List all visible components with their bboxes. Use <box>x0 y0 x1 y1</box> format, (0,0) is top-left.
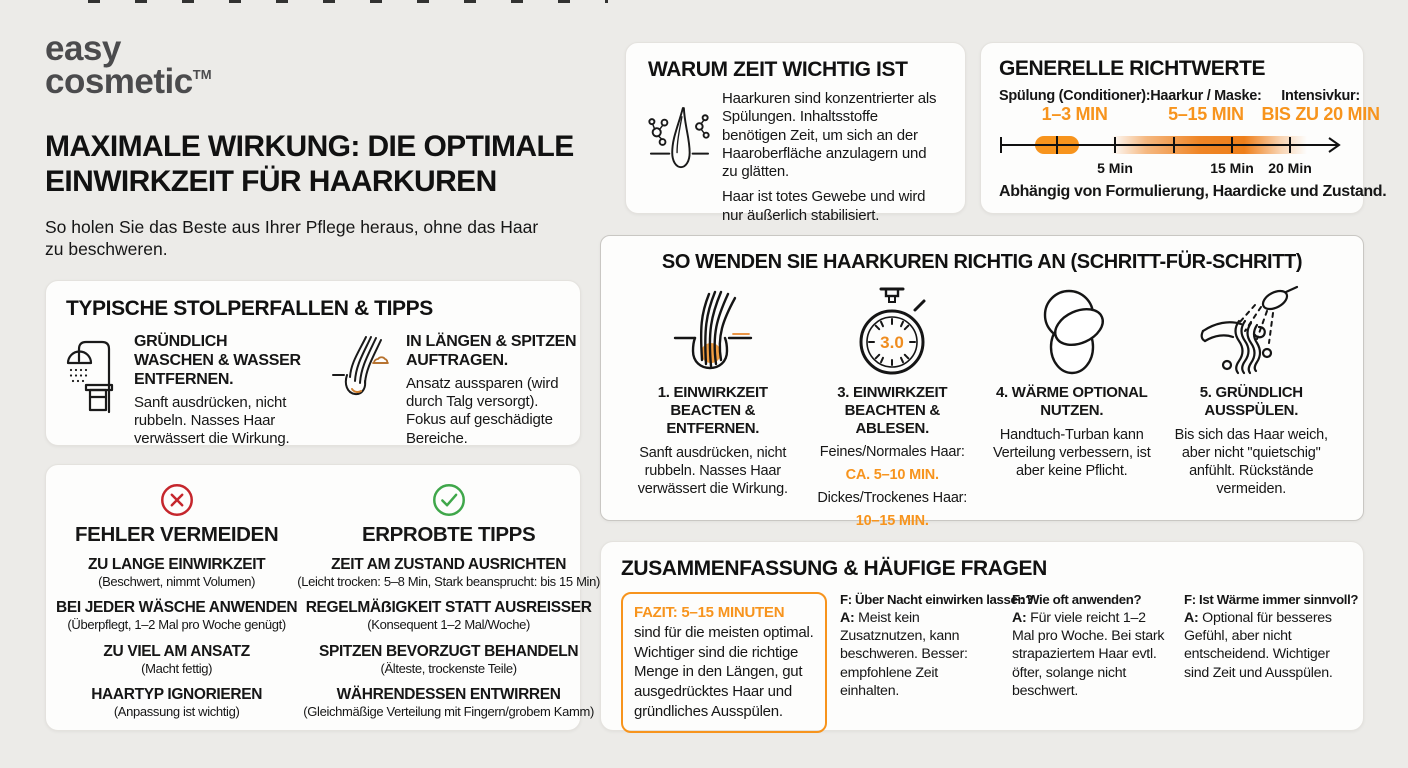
check-circle-icon <box>297 481 600 519</box>
fazit-box <box>621 592 827 733</box>
pitfall-tip-wash <box>66 333 306 449</box>
trademark-symbol: TM <box>192 67 212 83</box>
mistake-item: HAARTYP IGNORIEREN (Anpassung ist wichtig) <box>91 685 263 719</box>
step-body: Handtuch-Turban kann Verteilung verbessern, ist aber keine Pflicht. <box>992 427 1151 480</box>
summary-faq-card <box>600 541 1364 731</box>
step-4 <box>982 284 1162 531</box>
tip-item: SPITZEN BEVORZUGT BEHANDELN (Älteste, trockenste Teile) <box>319 642 579 676</box>
guidelines-footer: Abhängig von Formulierung, Haardicke und Zustand. <box>999 183 1387 200</box>
step-heading: 5. GRÜNDLICH AUSSPÜLEN. <box>1199 384 1303 419</box>
general-guidelines-card <box>980 42 1387 214</box>
mistakes-title: FEHLER VERMEIDEN <box>75 523 279 546</box>
step-heading: 4. WÄRME OPTIONAL NUTZEN. <box>995 384 1148 419</box>
mistake-item: ZU VIEL AM ANSATZ (Macht fettig) <box>103 642 250 676</box>
pitfall-tip-heading: GRÜNDLICH WASCHEN & WASSER ENTFERNEN. <box>134 333 301 388</box>
guideline-label: Spülung (Conditioner): <box>999 88 1151 104</box>
hair-type-label: Dickes/Trockenes Haar: <box>817 490 968 507</box>
pitfalls-card <box>45 280 581 446</box>
why-card-title: WARUM ZEIT WICHTIG IST <box>648 58 908 81</box>
step-by-step-card <box>600 235 1364 530</box>
mistake-item: ZU LANGE EINWIRKZEIT (Beschwert, nimmt Volumen) <box>88 556 266 589</box>
faq-answer: A: Meist kein Zusatznutzen, kann beschweren. Besser: empfohlene Zeit einhalten. <box>840 610 968 699</box>
towel-turban-icon <box>988 284 1156 380</box>
top-edge-artifact-strip <box>88 0 608 3</box>
pitfall-tip-body: Ansatz aussparen (wird durch Talg versorgt). Fokus auf geschädigte Bereiche. <box>406 374 559 447</box>
step-heading: 1. EINWIRKZEIT BEACTEN & ENTFERNEN. <box>657 384 768 437</box>
guideline-intensive <box>1262 88 1380 125</box>
hair-cream-icon <box>332 333 394 449</box>
time-value: 10–15 MIN. <box>855 513 929 530</box>
faq-warmth <box>1184 592 1359 733</box>
faq-frequency <box>1012 592 1171 733</box>
proven-tips-column <box>297 481 600 719</box>
fazit-lead: FAZIT: 5–15 MINUTEN <box>634 604 785 621</box>
guideline-value: 1–3 MIN <box>1041 104 1108 124</box>
step-heading: 3. EINWIRKZEIT BEACHTEN & ABLESEN. <box>837 384 948 437</box>
faq-question: F: Wie oft anwenden? <box>1012 592 1142 607</box>
tip-item: WÄHRENDESSEN ENTWIRREN (Gleichmäßige Verteilung mit Fingern/grobem Kamm) <box>303 685 594 719</box>
mistakes-column <box>56 481 298 719</box>
rinse-shower-icon <box>1168 284 1336 380</box>
brand-logo <box>45 29 212 102</box>
guideline-conditioner <box>999 88 1150 125</box>
tip-item: REGELMÄẞIGKEIT STATT AUSREISSER (Konsequent 1–2 Mal/Woche) <box>305 599 592 633</box>
pitfall-tip-heading: IN LÄNGEN & SPITZEN AUFTRAGEN. <box>406 333 577 369</box>
page-subtitle: So holen Sie das Beste aus Ihrer Pflege heraus, ohne das Haar zu beschweren. <box>45 217 539 259</box>
why-time-matters-card <box>625 42 966 224</box>
pitfalls-card-title: TYPISCHE STOLPERFALLEN & TIPPS <box>66 297 433 320</box>
fazit-rest: sind für die meisten optimal. Wichtiger sind die richtige Menge in den Längen, gut ausgedrücktes Haar und gründliches Ausspülen. <box>634 623 814 720</box>
follicle-molecules-icon <box>648 90 710 225</box>
hair-type-label: Feines/Normales Haar: <box>819 444 965 460</box>
mistake-item: BEI JEDER WÄSCHE ANWENDEN (Überpflegt, 1–2 Mal pro Woche genügt) <box>56 599 298 633</box>
faq-answer: A: Optional für besseres Gefühl, aber nicht entscheidend. Wichtiger sind Zeit und Ausspülen. <box>1184 610 1333 681</box>
brand-logo-line1: easy <box>45 29 121 68</box>
error-circle-icon <box>56 481 297 519</box>
steps-card-title: SO WENDEN SIE HAARKUREN RICHTIG AN (SCHRITT-FÜR-SCHRITT) <box>661 251 1303 273</box>
why-card-text <box>722 90 943 225</box>
guideline-value: BIS ZU 20 MIN <box>1261 104 1380 124</box>
shower-towel-icon <box>66 333 122 449</box>
step-body: Sanft ausdrücken, nicht rubbeln. Nasses Haar verwässert die Wirkung. <box>637 445 788 498</box>
faq-question: F: Ist Wärme immer sinnvoll? <box>1184 592 1359 607</box>
faq-overnight <box>840 592 1033 733</box>
tick-5min: 5 Min <box>1097 160 1133 176</box>
step-1 <box>623 284 803 531</box>
step-3 <box>803 284 983 531</box>
pitfall-tip-body: Sanft ausdrücken, nicht rubbeln. Nasses Haar verwässert die Wirkung. <box>134 393 290 448</box>
guidelines-card-title: GENERELLE RICHTWERTE <box>999 57 1266 80</box>
stopwatch-icon <box>809 284 977 380</box>
why-paragraph-2: Haar ist totes Gewebe und wird nur äußerlich stabilisiert. <box>722 188 926 224</box>
pitfall-tip-apply <box>332 333 578 449</box>
tip-item: ZEIT AM ZUSTAND AUSRICHTEN (Leicht trocken: 5–8 Min, Stark beansprucht: bis 15 Min) <box>297 556 600 589</box>
tick-15min: 15 Min <box>1210 160 1254 176</box>
brand-logo-line2: cosmetic™ <box>45 62 212 102</box>
page-title: MAXIMALE WIRKUNG: DIE OPTIMALE EINWIRKZEIT FÜR HAARKUREN <box>45 130 574 198</box>
step-5 <box>1162 284 1342 531</box>
time-axis <box>999 131 1345 181</box>
proven-tips-title: ERPROBTE TIPPS <box>361 523 536 546</box>
guideline-value: 5–15 MIN <box>1168 104 1244 124</box>
follicle-root-icon <box>629 284 797 380</box>
tick-20min: 20 Min <box>1268 160 1312 176</box>
summary-card-title: ZUSAMMENFASSUNG & HÄUFIGE FRAGEN <box>621 557 1047 580</box>
faq-question: F: Über Nacht einwirken lassen? <box>840 592 1033 607</box>
guideline-mask <box>1150 88 1261 125</box>
guideline-label: Haarkur / Maske: <box>1150 88 1262 104</box>
faq-answer: A: Für viele reicht 1–2 Mal pro Woche. Bei stark strapaziertem Haar evtl. öfter, solange nicht beschwert. <box>1012 610 1165 699</box>
dos-donts-card <box>45 464 600 731</box>
time-value: CA. 5–10 MIN. <box>845 467 939 484</box>
why-paragraph-1: Haarkuren sind konzentrierter als Spülungen. Inhaltsstoffe benötigen Zeit, um sich an der Haaroberfläche anzulagern und zu glätten. <box>722 90 937 181</box>
guideline-label: Intensivkur: <box>1281 88 1360 104</box>
step-body: Bis sich das Haar weich, aber nicht "quietschig" anfühlt. Rückstände vermeiden. <box>1174 427 1328 498</box>
stopwatch-value: 3.0 <box>880 333 905 352</box>
